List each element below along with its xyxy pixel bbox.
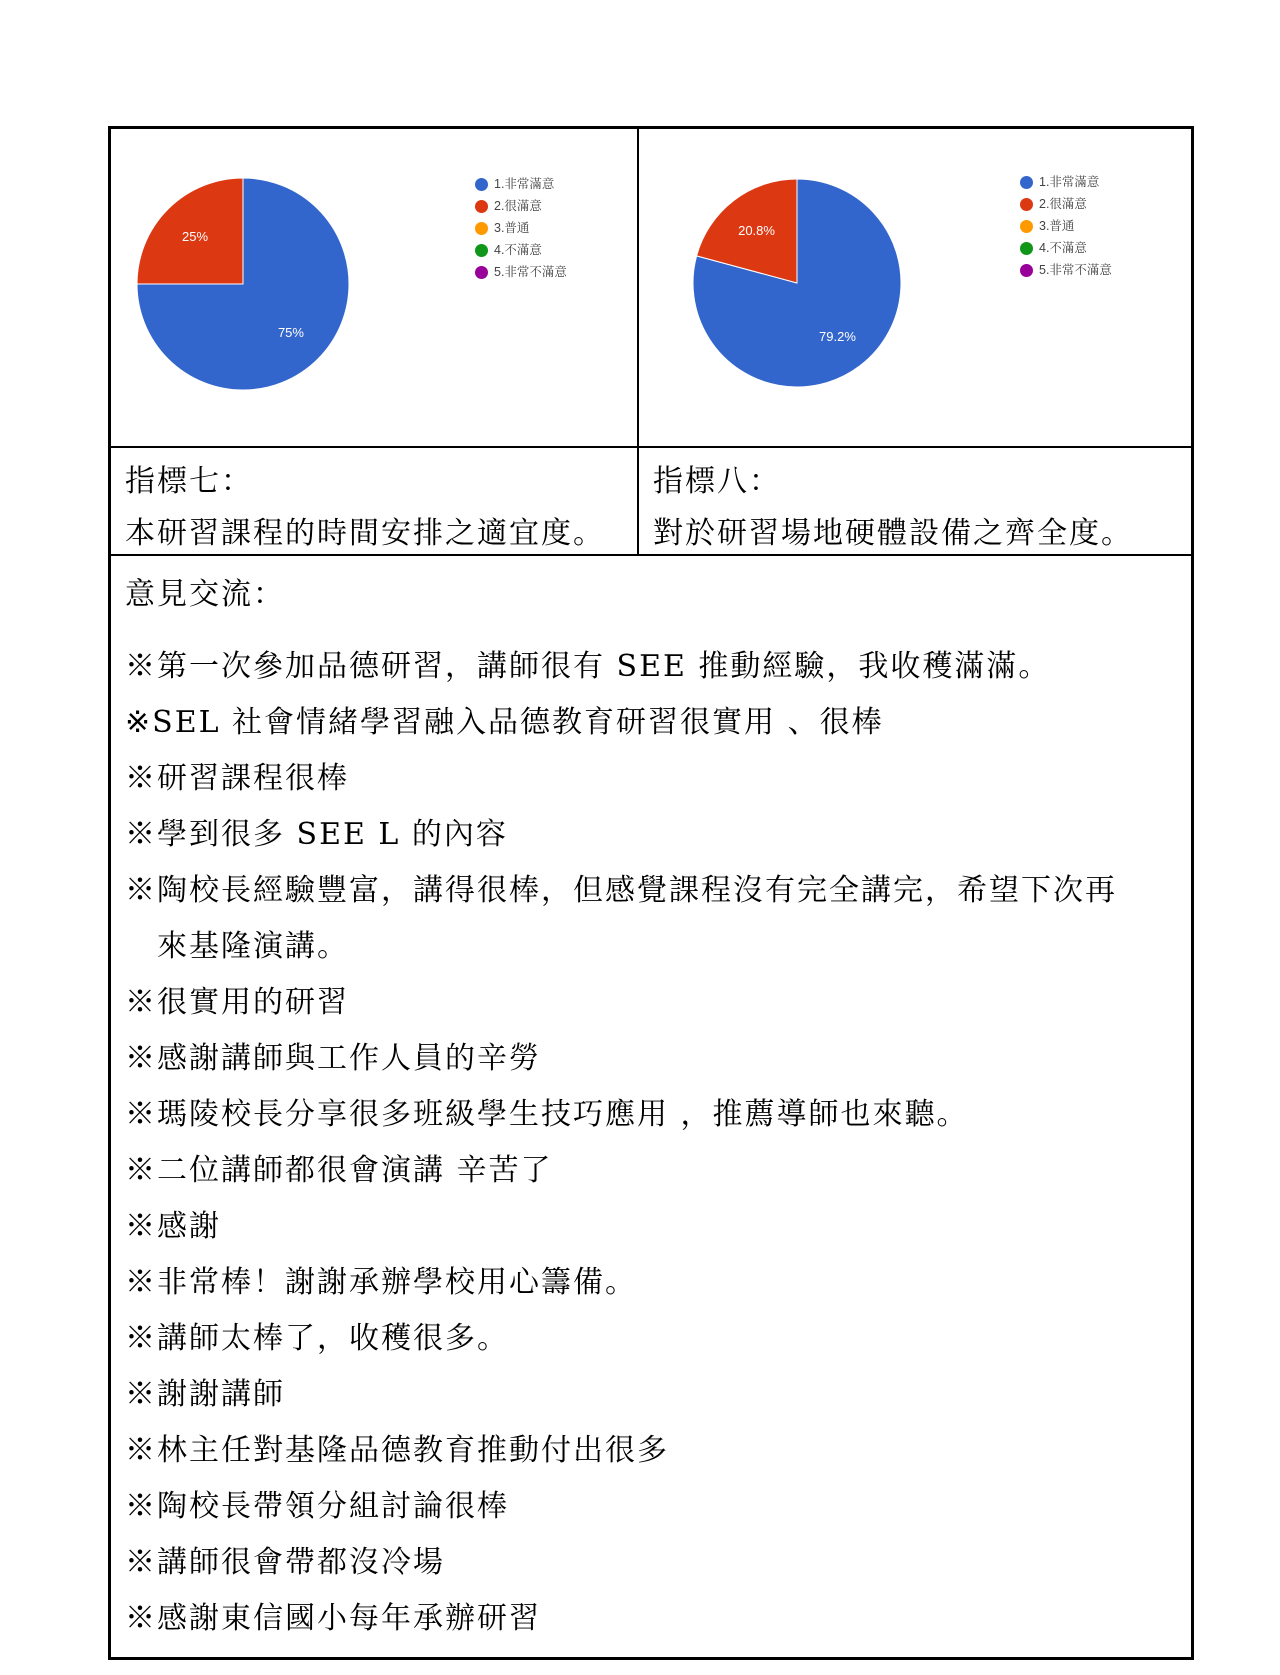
comment-item: ※感謝講師與工作人員的辛勞 — [125, 1041, 541, 1076]
comment-item: ※瑪陵校長分享很多班級學生技巧應用 ，推薦導師也來聽。 — [125, 1097, 969, 1132]
legend-item — [475, 195, 567, 217]
comment-item: ※研習課程很棒 — [125, 761, 349, 796]
comment-item: ※陶校長帶領分組討論很棒 — [125, 1489, 509, 1524]
legend-swatch — [475, 244, 488, 257]
chart-cell-indicator-8 — [639, 129, 1191, 446]
legend-item — [1020, 171, 1112, 193]
indicator-7-cell — [111, 448, 637, 554]
legend-item — [1020, 215, 1112, 237]
legend-swatch — [475, 266, 488, 279]
comment-item: ※SEL 社會情緒學習融入品德教育研習很實用 、很棒 — [125, 705, 884, 740]
chart-cell-indicator-7 — [111, 129, 637, 446]
legend-indicator-8 — [1020, 171, 1112, 281]
legend-swatch — [1020, 198, 1033, 211]
comment-item: ※謝謝講師 — [125, 1377, 285, 1412]
legend-label: 4.不滿意 — [494, 243, 542, 257]
survey-table — [108, 126, 1194, 1660]
comment-item: ※林主任對基隆品德教育推動付出很多 — [125, 1433, 669, 1468]
comment-item: ※講師太棒了，收穫很多。 — [125, 1321, 509, 1356]
pie-slice-label: 20.8% — [738, 223, 775, 239]
pie-slice-label: 75% — [277, 324, 304, 340]
legend-label: 4.不滿意 — [1039, 241, 1087, 255]
legend-item — [1020, 237, 1112, 259]
comment-item: ※非常棒！謝謝承辦學校用心籌備。 — [125, 1265, 637, 1300]
indicator-8-cell — [639, 448, 1191, 554]
comment-item: ※感謝東信國小每年承辦研習 — [125, 1601, 541, 1636]
legend-label: 1.非常滿意 — [494, 177, 555, 191]
comments-heading: 意見交流： — [125, 577, 285, 612]
charts-row — [111, 129, 1191, 448]
legend-label: 5.非常不滿意 — [1039, 263, 1112, 277]
pie-slice-label: 25% — [182, 229, 209, 245]
comment-item: ※二位講師都很會演講 辛苦了 — [125, 1153, 553, 1188]
comment-item: ※第一次參加品德研習，講師很有 SEE 推動經驗，我收穫滿滿。 — [125, 649, 1051, 684]
comment-item: ※講師很會帶都沒冷場 — [125, 1545, 445, 1580]
comment-item-continuation: 來基隆演講。 — [157, 929, 349, 964]
indicator-8-text: 對於研習場地硬體設備之齊全度。 — [653, 516, 1133, 551]
legend-label: 5.非常不滿意 — [494, 265, 567, 279]
legend-swatch — [1020, 242, 1033, 255]
legend-swatch — [475, 200, 488, 213]
indicator-8-title: 指標八： — [653, 464, 781, 499]
legend-swatch — [1020, 264, 1033, 277]
comment-item: ※陶校長經驗豐富，講得很棒，但感覺課程沒有完全講完，希望下次再 — [125, 873, 1117, 908]
column-divider — [637, 129, 639, 556]
legend-label: 2.很滿意 — [1039, 197, 1087, 211]
legend-item — [475, 261, 567, 283]
legend-label: 1.非常滿意 — [1039, 175, 1100, 189]
legend-swatch — [475, 222, 488, 235]
comment-item: ※學到很多 SEE L 的內容 — [125, 817, 508, 852]
legend-indicator-7 — [475, 173, 567, 283]
indicator-labels-row — [111, 448, 1191, 556]
legend-item — [1020, 193, 1112, 215]
indicator-7-text: 本研習課程的時間安排之適宜度。 — [125, 516, 605, 551]
legend-item — [475, 217, 567, 239]
comment-item: ※很實用的研習 — [125, 985, 349, 1020]
legend-label: 2.很滿意 — [494, 199, 542, 213]
legend-item — [475, 173, 567, 195]
legend-label: 3.普通 — [1039, 219, 1075, 233]
legend-item — [475, 239, 567, 261]
legend-label: 3.普通 — [494, 221, 530, 235]
legend-item — [1020, 259, 1112, 281]
indicator-7-title: 指標七： — [125, 464, 253, 499]
legend-swatch — [1020, 220, 1033, 233]
comments-section — [125, 577, 1177, 1647]
legend-swatch — [475, 178, 488, 191]
comment-item: ※感謝 — [125, 1209, 221, 1244]
pie-slice-label: 79.2% — [819, 328, 856, 344]
legend-swatch — [1020, 176, 1033, 189]
